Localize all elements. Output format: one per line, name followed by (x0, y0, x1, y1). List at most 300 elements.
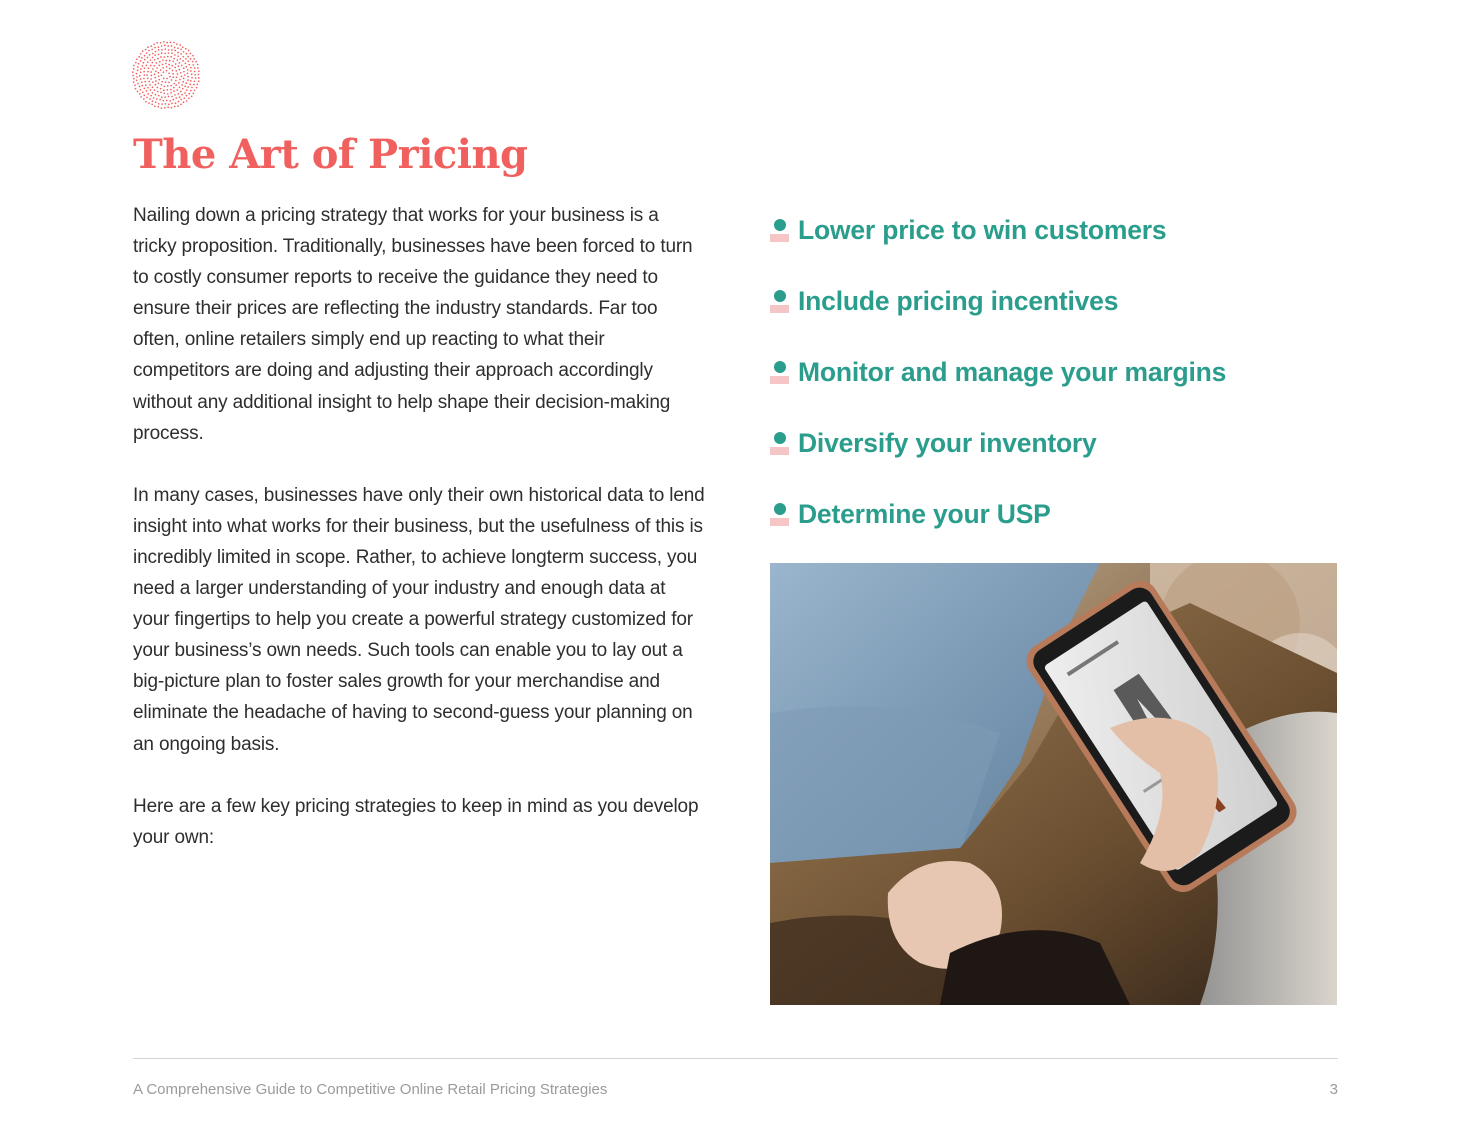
logo-dot (150, 59, 152, 61)
logo-dot (194, 74, 196, 76)
logo-dot (151, 103, 153, 105)
logo-dot (146, 96, 148, 98)
logo-dot (136, 76, 138, 78)
logo-dot (187, 72, 189, 74)
logo-dot (169, 100, 171, 102)
logo-dot (190, 53, 192, 55)
logo-dot (171, 79, 173, 81)
logo-dot (146, 65, 148, 67)
logo-dot (175, 102, 177, 104)
strategy-label: Include pricing incentives (798, 286, 1119, 316)
logo-dot (166, 60, 168, 62)
logo-dot (167, 45, 169, 47)
logo-dot (133, 65, 135, 67)
logo-dot (190, 90, 192, 92)
logo-dot (142, 65, 144, 67)
logo-dot (152, 92, 154, 94)
logo-dot (186, 95, 188, 97)
logo-dot (149, 84, 151, 86)
logo-dot (161, 75, 163, 77)
logo-dot (182, 81, 184, 83)
logo-dot (156, 98, 158, 100)
logo-dot (182, 88, 184, 90)
logo-dot (173, 42, 175, 44)
logo-dot (169, 68, 171, 70)
photo-phone-shopping (770, 563, 1337, 1005)
footer-document-title: A Comprehensive Guide to Competitive Online Retail Pricing Strategies (133, 1081, 608, 1098)
logo-dot (148, 50, 150, 52)
logo-dot (168, 104, 170, 106)
logo-dot (161, 52, 163, 54)
logo-dot (154, 77, 156, 79)
strategy-item (770, 492, 1340, 537)
logo-dot (178, 82, 180, 84)
logo-dot (134, 84, 136, 86)
logo-dot (180, 99, 182, 101)
logo-dot (143, 62, 145, 64)
logo-dot (171, 65, 173, 67)
logo-dot (141, 57, 143, 59)
logo-dot (192, 61, 194, 63)
logo-dot (160, 42, 162, 44)
logo-dot (183, 77, 185, 79)
logo-dot (147, 93, 149, 95)
logo-dot (175, 70, 177, 72)
logo-dot (152, 62, 154, 64)
logo-dot (142, 91, 144, 93)
logo-dot (148, 67, 150, 69)
logo-dot (171, 49, 173, 51)
logo-dot (158, 46, 160, 48)
strategy-label: Determine your USP (798, 499, 1051, 529)
logo-dot (181, 94, 183, 96)
logo-dot (179, 86, 181, 88)
logo-dot (168, 82, 170, 84)
logo-dot (157, 106, 159, 108)
logo-dot (176, 43, 178, 45)
logo-dot (188, 97, 190, 99)
logo-dot (159, 61, 161, 63)
strategy-item (770, 279, 1340, 324)
logo-dot (186, 100, 188, 102)
paragraph-intro: Nailing down a pricing strategy that works for your business is a tricky proposition. Traditionally, businesses have been forced to turn to costly consumer reports to receive the guidance they need to ensure their prices are reflecting the industry standards. Far too often, online retailers simply end up reacting to what their competitors are doing and adjusting their approach accordingly without any additional insight to help shape their decision-making process. (133, 205, 693, 444)
logo-dot (161, 103, 163, 105)
logo-dot (191, 87, 193, 89)
logo-dot (144, 55, 146, 57)
logo-dot (143, 71, 145, 73)
logo-dot (187, 76, 189, 78)
logo-dot (154, 105, 156, 107)
logo-dot (147, 78, 149, 80)
logo-dot (144, 59, 146, 61)
logo-dot (184, 74, 186, 76)
logo-dot (152, 86, 154, 88)
logo-dot (177, 55, 179, 57)
bullet-marker-icon (770, 361, 790, 385)
logo-dot (177, 52, 179, 54)
logo-dot (163, 89, 165, 91)
logo-dot (190, 70, 192, 72)
logo-dot (179, 69, 181, 71)
logo-dot (179, 44, 181, 46)
logo-dot (146, 74, 148, 76)
logo-dot (158, 83, 160, 85)
logo-dot (148, 81, 150, 83)
logo-dot (180, 103, 182, 105)
logo-dot (173, 58, 175, 60)
logo-dot (133, 68, 135, 70)
logo-dot (181, 84, 183, 86)
logo-dot (183, 97, 185, 99)
logo-dot (197, 67, 199, 69)
logo-dot (161, 49, 163, 51)
logo-dot (162, 100, 164, 102)
logo-dot (141, 81, 143, 83)
logo-dot (192, 64, 194, 66)
logo-dot (187, 79, 189, 81)
logo-dot (147, 57, 149, 59)
logo-dot (166, 100, 168, 102)
logo-dot (136, 80, 138, 82)
logo-dot (171, 103, 173, 105)
logo-dot (153, 97, 155, 99)
logo-dot (172, 61, 174, 63)
logo-dot (140, 53, 142, 55)
logo-dot (154, 47, 156, 49)
logo-dot (185, 82, 187, 84)
logo-dot (177, 73, 179, 75)
logo-dot (137, 66, 139, 68)
strategy-label: Lower price to win customers (798, 215, 1167, 245)
logo-dot (158, 54, 160, 56)
dotted-circle-logo-icon (131, 40, 201, 110)
logo-dot (191, 96, 193, 98)
logo-dot (183, 71, 185, 73)
logo-dot (189, 83, 191, 85)
logo-dot (198, 74, 200, 76)
logo-dot (152, 68, 154, 70)
logo-dot (184, 92, 186, 94)
strategy-item (770, 208, 1340, 253)
logo-dot (145, 101, 147, 103)
logo-dot (150, 45, 152, 47)
logo-dot (158, 72, 160, 74)
logo-dot (164, 107, 166, 109)
logo-dot (148, 102, 150, 104)
logo-dot (140, 96, 142, 98)
logo-dot (170, 85, 172, 87)
logo-dot (158, 79, 160, 81)
logo-dot (180, 72, 182, 74)
logo-dot (155, 94, 157, 96)
logo-dot (159, 99, 161, 101)
logo-dot (173, 90, 175, 92)
logo-dot (155, 101, 157, 103)
logo-dot (190, 80, 192, 82)
logo-dot (198, 70, 200, 72)
logo-dot (166, 70, 168, 72)
logo-dot (180, 48, 182, 50)
logo-dot (140, 68, 142, 70)
logo-dot (157, 58, 159, 60)
logo-dot (136, 58, 138, 60)
logo-dot (138, 63, 140, 65)
logo-dot (182, 46, 184, 48)
logo-dot (161, 107, 163, 109)
logo-dot (172, 73, 174, 75)
footer-divider (133, 1058, 1338, 1059)
logo-dot (143, 87, 145, 89)
logo-dot (147, 46, 149, 48)
logo-dot (183, 67, 185, 69)
logo-dot (185, 58, 187, 60)
logo-dot (154, 73, 156, 75)
logo-dot (194, 89, 196, 91)
logo-dot (168, 64, 170, 66)
strategy-item (770, 421, 1340, 466)
logo-dot (174, 94, 176, 96)
logo-dot (167, 85, 169, 87)
logo-dot (140, 72, 142, 74)
logo-dot (176, 59, 178, 61)
logo-dot (175, 63, 177, 65)
logo-dot (187, 69, 189, 71)
logo-dot (162, 67, 164, 69)
logo-dot (170, 56, 172, 58)
logo-dot (195, 77, 197, 79)
logo-dot (179, 96, 181, 98)
logo-dot (177, 93, 179, 95)
logo-dot (172, 70, 174, 72)
logo-dot (151, 49, 153, 51)
logo-dot (158, 75, 160, 77)
logo-dot (168, 52, 170, 54)
logo-dot (139, 86, 141, 88)
logo-dot (168, 49, 170, 51)
logo-dot (135, 62, 137, 64)
logo-dot (192, 93, 194, 95)
bullet-marker-icon (770, 290, 790, 314)
logo-dot (164, 96, 166, 98)
logo-dot (173, 87, 175, 89)
page-number: 3 (1329, 1081, 1338, 1098)
logo-dot (146, 90, 148, 92)
logo-dot (169, 76, 171, 78)
logo-dot (150, 89, 152, 91)
logo-dot (186, 89, 188, 91)
strategy-list (770, 208, 1340, 563)
logo-dot (195, 61, 197, 63)
logo-dot (139, 93, 141, 95)
logo-dot (185, 48, 187, 50)
logo-dot (170, 89, 172, 91)
logo-dot (156, 62, 158, 64)
logo-dot (178, 62, 180, 64)
logo-dot (194, 67, 196, 69)
logo-dot (132, 75, 134, 77)
photo-illustration-icon (770, 563, 1337, 1005)
logo-dot (156, 67, 158, 69)
logo-dot (167, 56, 169, 58)
logo-dot (180, 53, 182, 55)
logo-dot (192, 55, 194, 57)
logo-dot (174, 54, 176, 56)
strategy-item (770, 350, 1340, 395)
logo-dot (147, 71, 149, 73)
logo-dot (150, 65, 152, 67)
logo-dot (163, 92, 165, 94)
logo-dot (158, 64, 160, 66)
logo-dot (158, 103, 160, 105)
logo-dot (162, 59, 164, 61)
logo-dot (177, 105, 179, 107)
logo-dot (176, 89, 178, 91)
logo-dot (187, 86, 189, 88)
logo-dot (162, 64, 164, 66)
logo-dot (196, 87, 198, 89)
logo-dot (154, 54, 156, 56)
logo-dot (165, 103, 167, 105)
logo-dot (160, 88, 162, 90)
logo-dot (143, 98, 145, 100)
logo-dot (140, 89, 142, 91)
logo-dot (175, 84, 177, 86)
bullet-marker-icon (770, 219, 790, 243)
logo-dot (146, 52, 148, 54)
logo-dot (166, 78, 168, 80)
logo-dot (145, 84, 147, 86)
bullet-marker-icon (770, 432, 790, 456)
logo-dot (167, 89, 169, 91)
logo-dot (145, 49, 147, 51)
strategy-label: Monitor and manage your margins (798, 357, 1227, 387)
logo-dot (137, 70, 139, 72)
logo-dot (165, 81, 167, 83)
paragraph-key-strategies: Here are a few key pricing strategies to keep in mind as you develop your own: (133, 795, 699, 848)
logo-dot (154, 59, 156, 61)
logo-dot (157, 91, 159, 93)
logo-dot (161, 84, 163, 86)
logo-dot (152, 81, 154, 83)
logo-dot (182, 60, 184, 62)
logo-dot (152, 57, 154, 59)
logo-dot (135, 88, 137, 90)
logo-dot (194, 80, 196, 82)
logo-dot (176, 76, 178, 78)
body-text (133, 200, 705, 884)
logo-dot (193, 84, 195, 86)
logo-dot (136, 73, 138, 75)
logo-dot (157, 87, 159, 89)
logo-dot (196, 83, 198, 85)
logo-dot (171, 45, 173, 47)
logo-dot (150, 78, 152, 80)
logo-dot (160, 91, 162, 93)
logo-dot (161, 96, 163, 98)
logo-dot (164, 44, 166, 46)
logo-dot (143, 95, 145, 97)
logo-dot (183, 51, 185, 53)
logo-dot (180, 91, 182, 93)
logo-dot (190, 58, 192, 60)
logo-dot (164, 48, 166, 50)
logo-dot (142, 50, 144, 52)
logo-dot (191, 77, 193, 79)
logo-dot (152, 100, 154, 102)
logo-dot (164, 53, 166, 55)
logo-dot (171, 107, 173, 109)
logo-dot (171, 96, 173, 98)
logo-dot (170, 42, 172, 44)
logo-dot (190, 67, 192, 69)
logo-dot (175, 97, 177, 99)
logo-dot (181, 64, 183, 66)
page-title: The Art of Pricing (133, 131, 528, 178)
logo-dot (183, 101, 185, 103)
logo-dot (151, 75, 153, 77)
logo-dot (160, 56, 162, 58)
logo-dot (163, 41, 165, 43)
logo-dot (179, 58, 181, 60)
logo-dot (175, 80, 177, 82)
logo-dot (193, 58, 195, 60)
logo-dot (160, 69, 162, 71)
logo-dot (197, 64, 199, 66)
logo-dot (186, 53, 188, 55)
logo-dot (170, 92, 172, 94)
logo-dot (166, 66, 168, 68)
logo-dot (164, 86, 166, 88)
logo-dot (155, 80, 157, 82)
logo-dot (161, 45, 163, 47)
logo-dot (185, 63, 187, 65)
logo-dot (198, 77, 200, 79)
logo-dot (174, 67, 176, 69)
logo-dot (152, 53, 154, 55)
logo-dot (161, 81, 163, 83)
logo-dot (194, 71, 196, 73)
logo-dot (137, 91, 139, 93)
logo-dot (184, 86, 186, 88)
logo-dot (182, 56, 184, 58)
logo-dot (132, 71, 134, 73)
logo-dot (187, 60, 189, 62)
logo-dot (147, 87, 149, 89)
logo-dot (163, 78, 165, 80)
logo-dot (150, 95, 152, 97)
bullet-marker-icon (770, 503, 790, 527)
logo-dot (158, 49, 160, 51)
logo-dot (198, 80, 200, 82)
logo-dot (179, 79, 181, 81)
logo-dot (133, 78, 135, 80)
logo-dot (173, 83, 175, 85)
logo-dot (139, 75, 141, 77)
logo-dot (181, 75, 183, 77)
logo-dot (178, 101, 180, 103)
logo-dot (166, 42, 168, 44)
logo-dot (164, 56, 166, 58)
logo-dot (154, 84, 156, 86)
logo-dot (187, 56, 189, 58)
logo-dot (144, 74, 146, 76)
logo-dot (154, 89, 156, 91)
logo-dot (174, 106, 176, 108)
logo-dot (149, 54, 151, 56)
logo-dot (188, 50, 190, 52)
logo-dot (163, 71, 165, 73)
logo-dot (171, 52, 173, 54)
